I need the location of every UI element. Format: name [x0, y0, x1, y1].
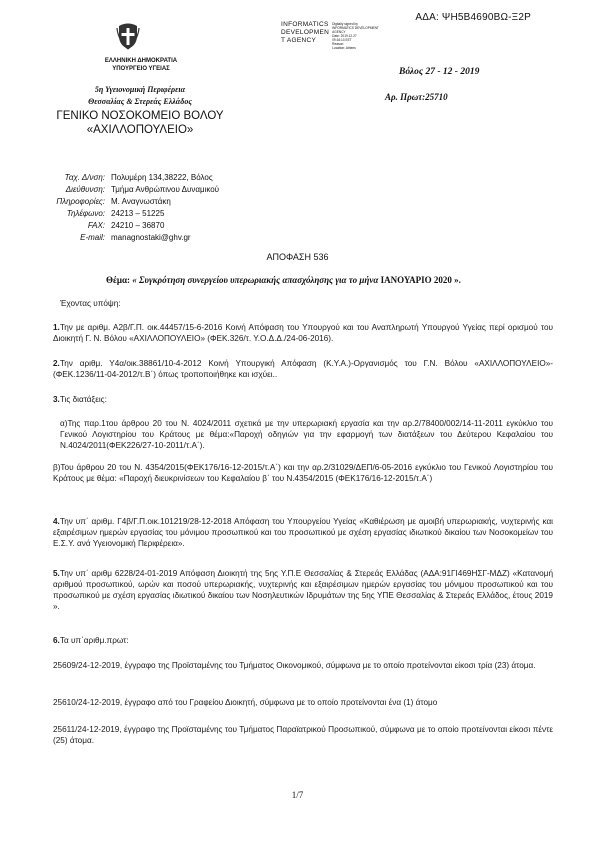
contact-value: Μ. Αναγνωστάκη: [111, 197, 171, 206]
contact-label: Πληροφορίες:: [56, 197, 105, 206]
clause-text: 25610/24-12-2019, έγγραφο από του Γραφείου Διοικητή, σύμφωνα με το οποίο προτείνονται ένα (1) άτομο: [53, 698, 438, 707]
ada-code: ΑΔΑ: ΨΗ5Β4690ΒΩ-Ξ2Ρ: [415, 12, 531, 23]
contact-value: 24210 – 36870: [111, 221, 165, 230]
clause-number: 4.: [53, 517, 60, 526]
clause-1: [53, 322, 553, 344]
document-reference: [53, 660, 553, 671]
country-name: ΕΛΛΗΝΙΚΗ ΔΗΜΟΚΡΑΤΙΑ: [104, 58, 178, 64]
clause-4: [53, 516, 553, 549]
clause-text: Τα υπ΄αριθμ.πρωτ:: [59, 636, 129, 645]
contact-row: [40, 232, 219, 244]
contact-label: Διεύθυνση:: [65, 185, 105, 194]
contact-email[interactable]: managnostaki@ghv.gr: [111, 233, 191, 242]
greek-emblem-icon: [116, 20, 140, 50]
signature-detail: AGENCY: [332, 30, 346, 34]
clause-text: α)Της παρ.1του άρθρου 20 του Ν. 4024/2011 σχετικά με την υπερωριακή εργασία και την αρ.2/78400/002/14-11-2011 εγκύκλιο του Γενικού Λογιστηρίου του Κράτους με θέμα:«Παροχή οδηγιών για την εφαρμογή των διατάξεων του Δεύτερου Κεφαλαίου του Ν.4024/2011(ΦΕΚ226/27-10-2011/τ.Α΄).: [60, 419, 553, 450]
digital-signature-stamp: [281, 21, 379, 50]
signature-detail: Location: Athens: [332, 46, 356, 50]
clause-text: Τις διατάξεις:: [59, 395, 107, 404]
signature-detail: INFORMATICS DEVELOPMENT: [332, 26, 379, 30]
clause-5: [53, 568, 553, 612]
clause-text: Την υπ΄ αριθμ 6228/24-01-2019 Απόφαση Διοικητή της 5ης Υ.Π.Ε Θεσσαλίας & Στερεάς Ελλάδας (ΑΔΑ:91ΓΙ469ΗΣΓ-ΜΔΖ) «Κατανομή αριθμού προσωπικού, ωρών και ποσού υπερωριακής, νυχτερινής και εξαιρέσιμων ημερών εργασίας του μόνιμου προσωπικού και του προσωπικού με σχέση εργασίας ιδιωτικού δικαίου των Νοσηλευτικών Ιδρυμάτων της 5ης ΥΠΕ Θεσσαλίας & Στερεάς Ελλάδος, έτους 2019 ».: [53, 569, 553, 611]
clause-text: 25611/24-12-2019, έγγραφο της Προϊσταμένης του Τμήματος Παραϊατρικού Προσωπικού, σύμφωνα με το οποίο προτείνονται είκοσι πέντε (25) άτομα.: [53, 725, 553, 745]
clause-3a: [60, 418, 553, 451]
clause-number: 3.: [53, 395, 60, 404]
document-reference: [53, 724, 553, 746]
clause-text: Την αριθμ. Υ4α/οικ.38861/10-4-2012 Κοινή Υπουργική Απόφαση (Κ.Υ.Α.)-Οργανισμός του Γ.Ν. Βόλου «ΑΧΙΛΛΟΠΟΥΛΕΙΟ»- (ΦΕΚ.1236/11-04-2012/τ.Β΄) όπως τροποποιήθηκε και ισχύει..: [53, 359, 553, 379]
contact-row: [40, 220, 219, 232]
signature-line: T AGENCY: [281, 37, 317, 44]
hospital-name: ΓΕΝΙΚΟ ΝΟΣΟΚΟΜΕΙΟ ΒΟΛΟΥ: [56, 110, 224, 122]
clause-3b: [53, 462, 553, 484]
contact-row: [40, 196, 219, 208]
contact-row: [40, 184, 219, 196]
contact-row: [40, 172, 219, 184]
page-number: 1/7: [291, 790, 304, 800]
document-reference: [53, 697, 553, 708]
subject-text: « Συγκρότηση συνεργείου υπερωριακής απασχόλησης για το μήνα: [132, 275, 379, 285]
contact-label: FAX:: [87, 221, 105, 230]
subject-line: [106, 275, 461, 285]
contact-label: E-mail:: [80, 233, 105, 242]
subject-month: ΙΑΝΟΥΑΡΙΟ 2020 ».: [380, 275, 461, 285]
hospital-subname: «ΑΧΙΛΛΟΠΟΥΛΕΙΟ»: [86, 124, 194, 136]
signature-detail: Reason:: [332, 42, 345, 46]
contact-value: Τμήμα Ανθρώπινου Δυναμικού: [111, 185, 220, 194]
clause-number: 2.: [53, 359, 60, 368]
document-date: Βόλος 27 - 12 - 2019: [399, 67, 480, 77]
considering-heading: Έχοντας υπόψη:: [60, 299, 121, 308]
clause-text: Την με αριθμ. Α2β/Γ.Π. οικ.44457/15-6-2016 Κοινή Απόφαση του Υπουργού και του Αναπληρωτή Υπουργού Υγείας περί ορισμού του Διοικητή Γ. Ν. Βόλου «ΑΧΙΛΛΟΠΟΥΛΕΙΟ» (ΦΕΚ.326/τ. Υ.Ο.Δ.Δ./24-06-2016).: [53, 323, 553, 343]
contact-label: Ταχ. Δ/νση:: [64, 173, 105, 182]
subject-label: Θέμα:: [106, 275, 130, 285]
ministry-name: ΥΠΟΥΡΓΕΙΟ ΥΓΕΙΑΣ: [112, 66, 170, 72]
clause-number: 1.: [53, 323, 60, 332]
signature-detail: 09:16:13 EET: [332, 38, 352, 42]
clause-number: 5.: [53, 569, 60, 578]
signature-detail: Date: 2019.12.27: [332, 34, 357, 38]
clause-text: Την υπ΄ αριθμ. Γ4β/Γ.Π.οικ.101219/28-12-2018 Απόφαση του Υπουργείου Υγείας «Καθιέρωση με αμοιβή υπερωριακής, νυχτερινής και εξαιρέσιμων ημερών εργασίας του μόνιμου προσωπικού και του προσωπικού με σχέση εργασίας ιδιωτικού δικαίου των Νοσοκομείων του Ε.Σ.Υ. ανά Υγειονομική Περιφέρεια».: [53, 517, 553, 548]
region-line-1: 5η Υγειονομική Περιφέρεια: [94, 85, 186, 94]
contact-value: Πολυμέρη 134,38222, Βόλος: [111, 173, 213, 182]
contact-row: [40, 208, 219, 220]
signature-line: DEVELOPMEN: [281, 29, 330, 36]
clause-text: 25609/24-12-2019, έγγραφο της Προϊσταμένης του Τμήματος Οικονομικού, σύμφωνα με το οποίο προτείνονται είκοσι τρία (23) άτομα.: [53, 661, 536, 670]
contact-block: [40, 172, 219, 244]
contact-value: 24213 – 51225: [111, 209, 165, 218]
clause-text: β)Του άρθρου 20 του Ν. 4354/2015(ΦΕΚ176/16-12-2015/τ.Α΄) και την αρ.2/31029/ΔΕΠ/6-05-2016 εγκύκλιο του Γενικού Λογιστηρίου του Κράτους με θέμα: «Παροχή διευκρινίσεων του Κεφαλαίου β΄ του Ν.4354/2015 (ΦΕΚ176/16-12-2015/τ.Α΄): [53, 463, 553, 483]
signature-line: INFORMATICS: [281, 21, 329, 28]
clause-2: [53, 358, 553, 380]
region-line-2: Θεσσαλίας & Στερεάς Ελλάδος: [88, 97, 192, 106]
clause-3: [53, 394, 553, 405]
decision-title: ΑΠΟΦΑΣΗ 536: [266, 252, 329, 262]
contact-label: Τηλέφωνο:: [66, 209, 105, 218]
clause-number: 6.: [53, 636, 60, 645]
clause-6: [53, 635, 553, 646]
signature-detail: Digitally signed by: [332, 22, 358, 26]
protocol-number: Αρ. Πρωτ:25710: [385, 92, 448, 102]
